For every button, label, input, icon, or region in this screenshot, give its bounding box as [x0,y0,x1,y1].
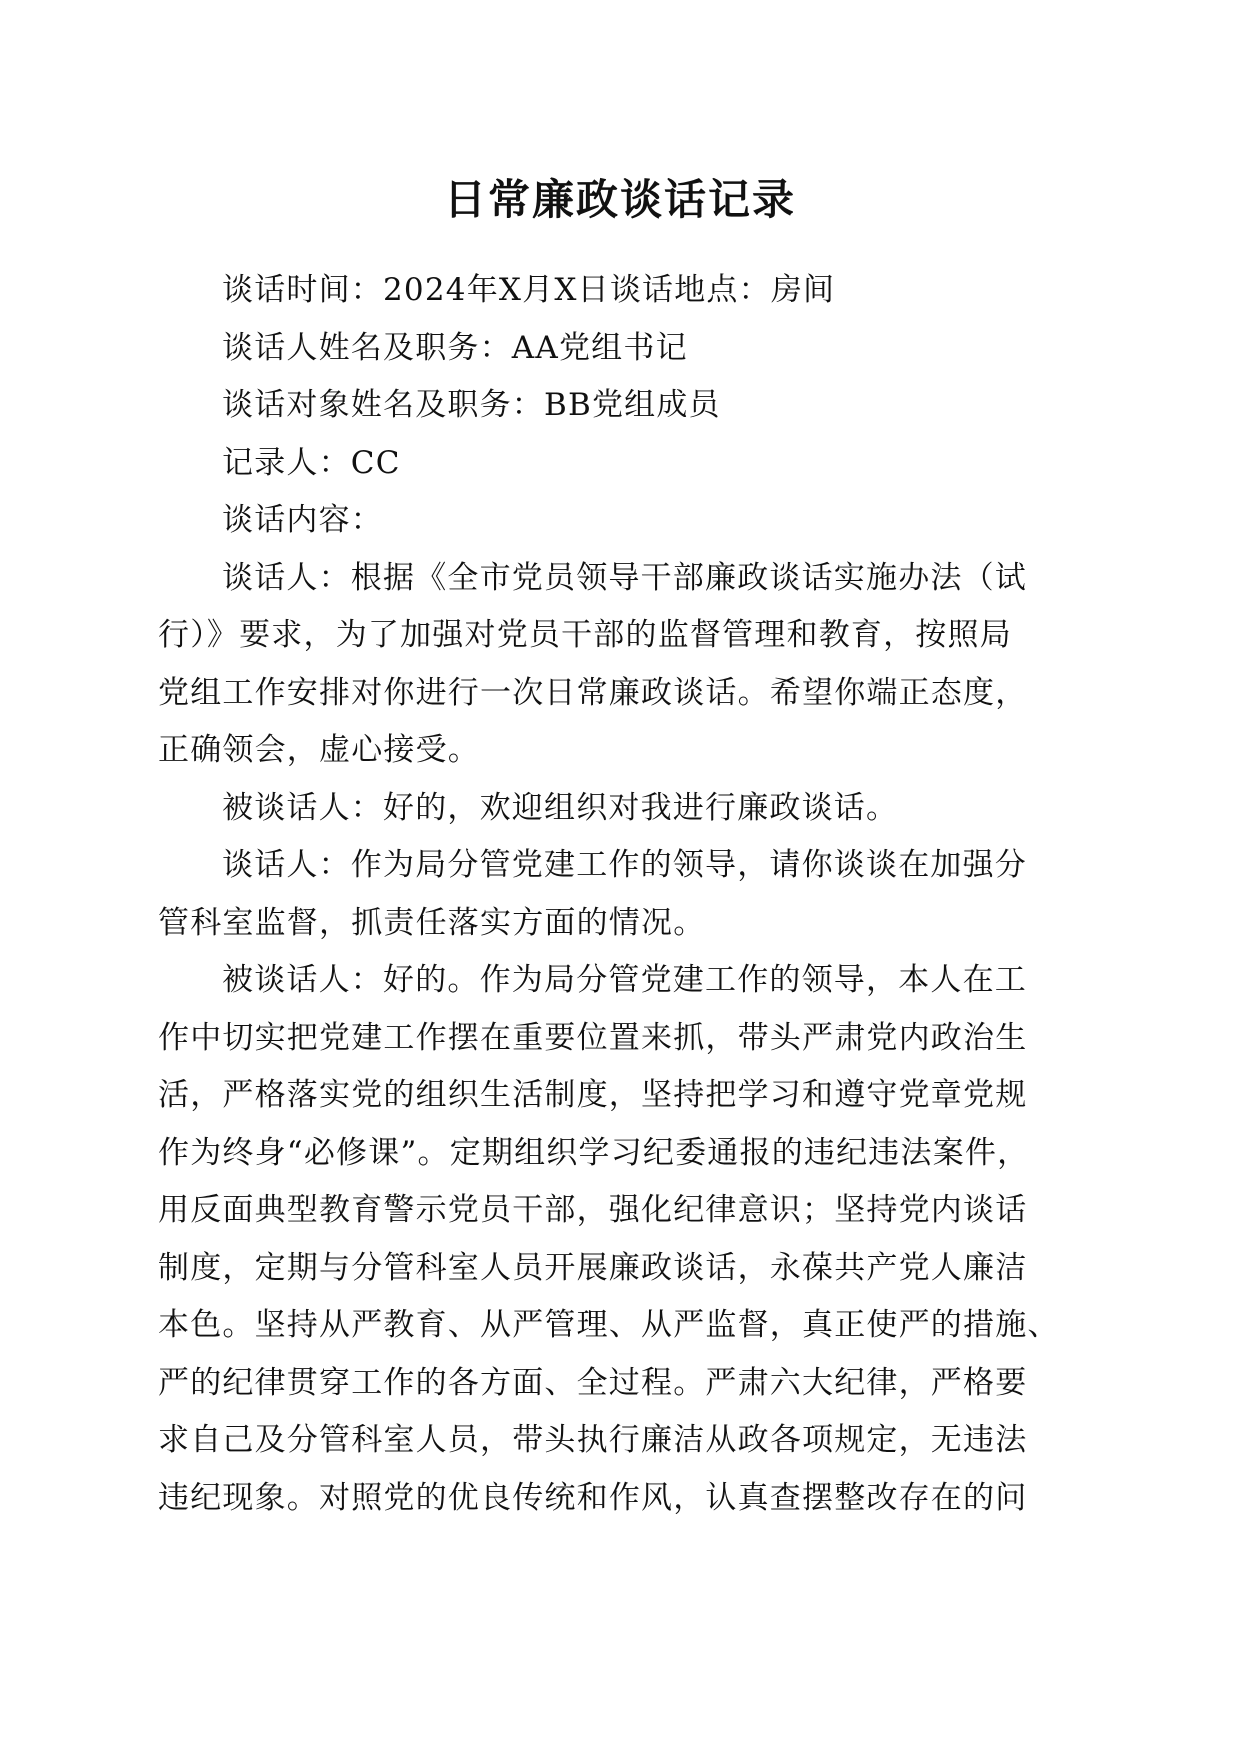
document-line: 制度，定期与分管科室人员开展廉政谈话，永葆共产党人廉洁 [158,1249,1028,1286]
document-line: 被谈话人：好的。作为局分管党建工作的领导，本人在工 [222,962,1027,998]
document-line: 违纪现象。对照党的优良传统和作风，认真查摆整改存在的问 [158,1479,1028,1516]
document-title: 日常廉政谈话记录 [443,175,796,224]
document-line: 严的纪律贯穿工作的各方面、全过程。严肃六大纪律，严格要 [158,1364,1028,1401]
document-line: 谈话时间：2024年X月X日谈话地点：房间 [222,272,836,308]
document-line: 本色。坚持从严教育、从严管理、从严监督，真正使严的措施、 [158,1307,1060,1343]
document-body [158,262,1062,1527]
document-line: 求自己及分管科室人员，带头执行廉洁从政各项规定，无违法 [158,1422,1028,1458]
document-line: 作为终身“必修课”。定期组织学习纪委通报的违纪违法案件， [158,1134,1030,1171]
document-line: 活，严格落实党的组织生活制度，坚持把学习和遵守党章党规 [158,1077,1028,1113]
document-line: 党组工作安排对你进行一次日常廉政谈话。希望你端正态度， [158,674,1028,711]
document-line: 正确领会，虚心接受。 [158,732,480,768]
document-line: 谈话人：根据《全市党员领导干部廉政谈话实施办法（试 [222,559,1027,596]
document-line: 谈话人：作为局分管党建工作的领导，请你谈谈在加强分 [222,847,1027,883]
document-line: 作中切实把党建工作摆在重要位置来抓，带头严肃党内政治生 [158,1019,1028,1056]
document-line: 谈话人姓名及职务：AA党组书记 [222,329,688,366]
document-line: 谈话对象姓名及职务：BB党组成员 [222,387,721,423]
document-line: 谈话内容： [222,502,383,538]
document-line: 管科室监督，抓责任落实方面的情况。 [158,904,706,941]
document-line: 记录人：CC [222,444,401,481]
document-line: 被谈话人：好的，欢迎组织对我进行廉政谈话。 [222,789,899,826]
document-line: 用反面典型教育警示党员干部，强化纪律意识；坚持党内谈话 [158,1192,1028,1228]
document-line: 行）》要求，为了加强对党员干部的监督管理和教育，按照局 [158,617,1012,653]
